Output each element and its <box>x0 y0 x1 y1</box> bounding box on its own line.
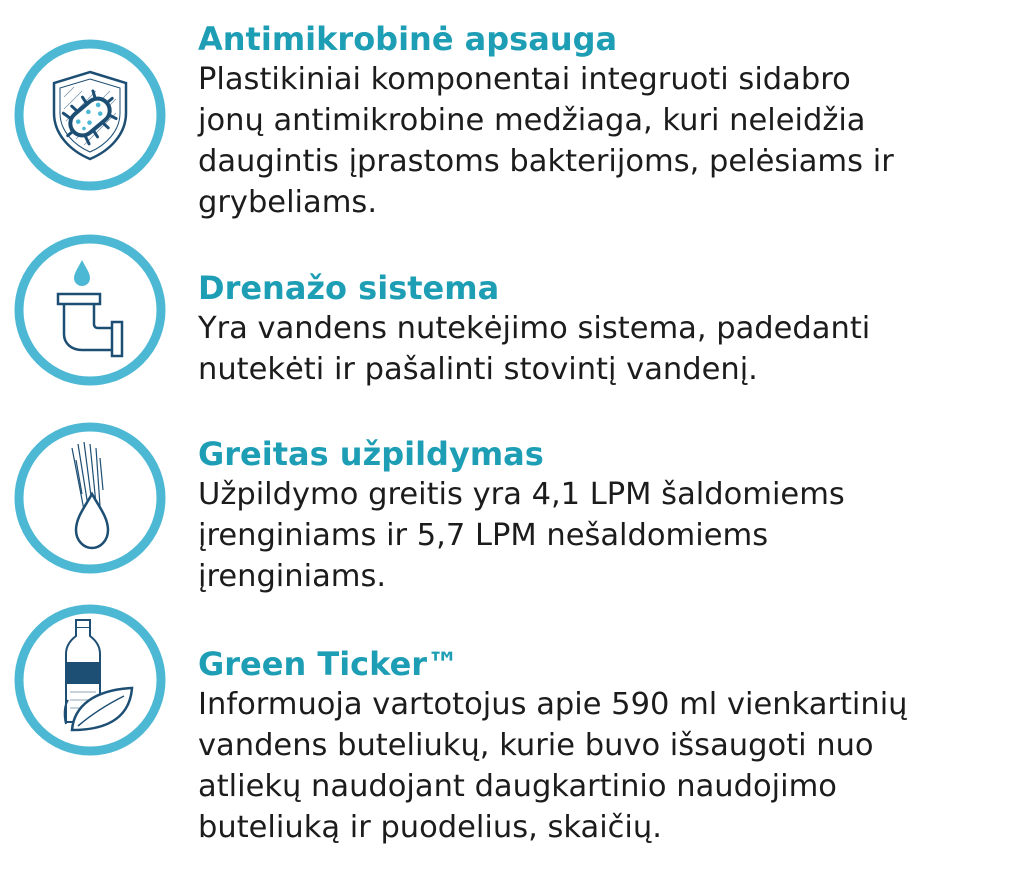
description-line: atliekų naudojant daugkartinio naudojimo <box>198 769 837 804</box>
feature-title: Greitas užpildymas <box>198 435 544 473</box>
antimicrobial-shield-icon <box>12 37 168 193</box>
description-line: įrenginiams. <box>198 559 387 594</box>
description-line: grybeliams. <box>198 185 378 220</box>
feature-description <box>198 308 1008 390</box>
description-line: daugintis įprastoms bakterijoms, pelėsiams ir <box>198 144 894 179</box>
description-line: Plastikiniai komponentai integruoti sidabro <box>198 62 851 97</box>
description-line: Užpildymo greitis yra 4,1 LPM šaldomiems <box>198 477 845 512</box>
feature-description <box>198 474 1008 597</box>
feature-description <box>198 684 1008 848</box>
feature-title: Antimikrobinė apsauga <box>198 20 618 58</box>
description-line: jonų antimikrobine medžiaga, kuri neleidžia <box>198 103 866 138</box>
description-line: nutekėti ir pašalinti stovintį vandenį. <box>198 352 758 387</box>
drain-pipe-icon <box>12 232 168 388</box>
description-line: vandens buteliukų, kurie buvo išsaugoti nuo <box>198 728 874 763</box>
description-line: įrenginiams ir 5,7 LPM nešaldomiems <box>198 518 769 553</box>
feature-title: Green Ticker™ <box>198 645 460 683</box>
feature-green-ticker-text <box>198 644 1008 848</box>
description-line: Yra vandens nutekėjimo sistema, padedanti <box>198 311 871 346</box>
feature-title: Drenažo sistema <box>198 269 500 307</box>
feature-antimicrobial-text <box>198 19 1008 223</box>
bottle-leaf-icon <box>12 602 168 758</box>
feature-drainage-text <box>198 268 1008 390</box>
feature-fast-fill-text <box>198 434 1008 597</box>
feature-description <box>198 59 1008 223</box>
description-line: Informuoja vartotojus apie 590 ml vienkartinių <box>198 687 908 722</box>
description-line: buteliuką ir puodelius, skaičių. <box>198 810 662 845</box>
falling-drop-icon <box>12 420 168 576</box>
